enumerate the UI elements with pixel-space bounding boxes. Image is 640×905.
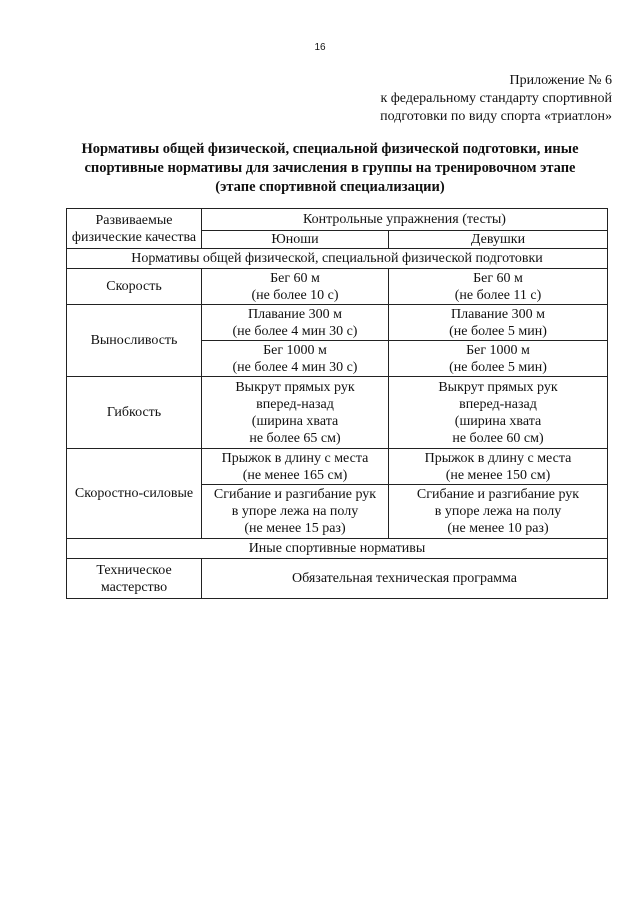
cell-line: не более 60 см) — [452, 430, 544, 446]
cell-line: (не менее 165 см) — [242, 467, 348, 483]
header-quality — [67, 209, 202, 249]
title-line: (этапе спортивной специализации) — [215, 179, 445, 195]
header-boys: Юноши — [202, 231, 389, 249]
title-line: Нормативы общей физической, специальной физической подготовки, иные — [81, 141, 579, 157]
header-quality-line: физические качества — [71, 229, 197, 245]
title-line: спортивные нормативы для зачисления в группы на тренировочном этапе — [84, 160, 576, 176]
norms-table — [66, 208, 608, 599]
appendix-block — [292, 72, 612, 126]
cell-line: Плавание 300 м — [450, 306, 545, 322]
run-girls — [389, 341, 608, 377]
cell-line: вперед-назад — [459, 396, 537, 412]
cell-line: Бег 60 м — [473, 270, 523, 286]
table-row — [67, 377, 608, 449]
section-ofp: Нормативы общей физической, специальной физической подготовки — [67, 249, 608, 269]
section-row — [67, 539, 608, 559]
cell-line: Прыжок в длину с места — [221, 450, 369, 466]
cell-line: (не более 5 мин) — [449, 359, 547, 375]
cell-line: Выкрут прямых рук — [438, 379, 558, 395]
appendix-number: Приложение № 6 — [509, 73, 612, 88]
table-row — [67, 269, 608, 305]
pushup-girls — [389, 485, 608, 539]
table-header-row — [67, 209, 608, 231]
cell-line: Плавание 300 м — [247, 306, 342, 322]
cell-line: мастерство — [100, 579, 168, 595]
cell-line: (не менее 150 см) — [445, 467, 551, 483]
table-row — [67, 449, 608, 485]
cell-line: (не более 4 мин 30 с) — [232, 359, 358, 375]
jump-boys — [202, 449, 389, 485]
cell-line: Бег 60 м — [270, 270, 320, 286]
cell-line: (ширина хвата — [454, 413, 542, 429]
cell-line: (не менее 10 раз) — [447, 521, 549, 536]
cell-line: не более 65 см) — [249, 430, 341, 446]
cell-line: (ширина хвата — [251, 413, 339, 429]
appendix-line: подготовки по виду спорта «триатлон» — [380, 109, 612, 124]
quality-speed-strength: Скоростно-силовые — [67, 449, 202, 539]
quality-speed: Скорость — [67, 269, 202, 305]
swim-girls — [389, 305, 608, 341]
cell-line: Бег 1000 м — [466, 342, 530, 358]
cell-line: (не менее 15 раз) — [244, 521, 346, 536]
cell-line: Сгибание и разгибание рук — [416, 487, 580, 502]
cell-line: в упоре лежа на полу — [434, 504, 562, 519]
header-girls: Девушки — [389, 231, 608, 249]
cell-line: Сгибание и разгибание рук — [213, 487, 377, 502]
cell-line: (не более 5 мин) — [449, 323, 547, 339]
section-other: Иные спортивные нормативы — [67, 539, 608, 559]
cell-line: Прыжок в длину с места — [424, 450, 572, 466]
quality-endurance: Выносливость — [67, 305, 202, 377]
speed-girls — [389, 269, 608, 305]
cell-line: в упоре лежа на полу — [231, 504, 359, 519]
flex-boys — [202, 377, 389, 449]
header-tests: Контрольные упражнения (тесты) — [202, 209, 608, 231]
cell-line: вперед-назад — [256, 396, 334, 412]
table-row — [67, 305, 608, 341]
cell-line: (не более 11 с) — [454, 287, 542, 303]
table-row — [67, 559, 608, 599]
jump-girls — [389, 449, 608, 485]
cell-line: (не более 10 с) — [251, 287, 339, 303]
cell-line: Техническое — [96, 562, 172, 578]
pushup-boys — [202, 485, 389, 539]
cell-line: (не более 4 мин 30 с) — [232, 323, 358, 339]
header-quality-line: Развиваемые — [95, 212, 173, 228]
cell-line: Бег 1000 м — [263, 342, 327, 358]
swim-boys — [202, 305, 389, 341]
flex-girls — [389, 377, 608, 449]
speed-boys — [202, 269, 389, 305]
technical-program: Обязательная техническая программа — [202, 559, 608, 599]
cell-line: Выкрут прямых рук — [235, 379, 355, 395]
document-title — [60, 140, 600, 197]
page-number: 16 — [314, 42, 326, 53]
run-boys — [202, 341, 389, 377]
appendix-line: к федеральному стандарту спортивной — [380, 91, 612, 106]
quality-technical — [67, 559, 202, 599]
section-row — [67, 249, 608, 269]
quality-flexibility: Гибкость — [67, 377, 202, 449]
